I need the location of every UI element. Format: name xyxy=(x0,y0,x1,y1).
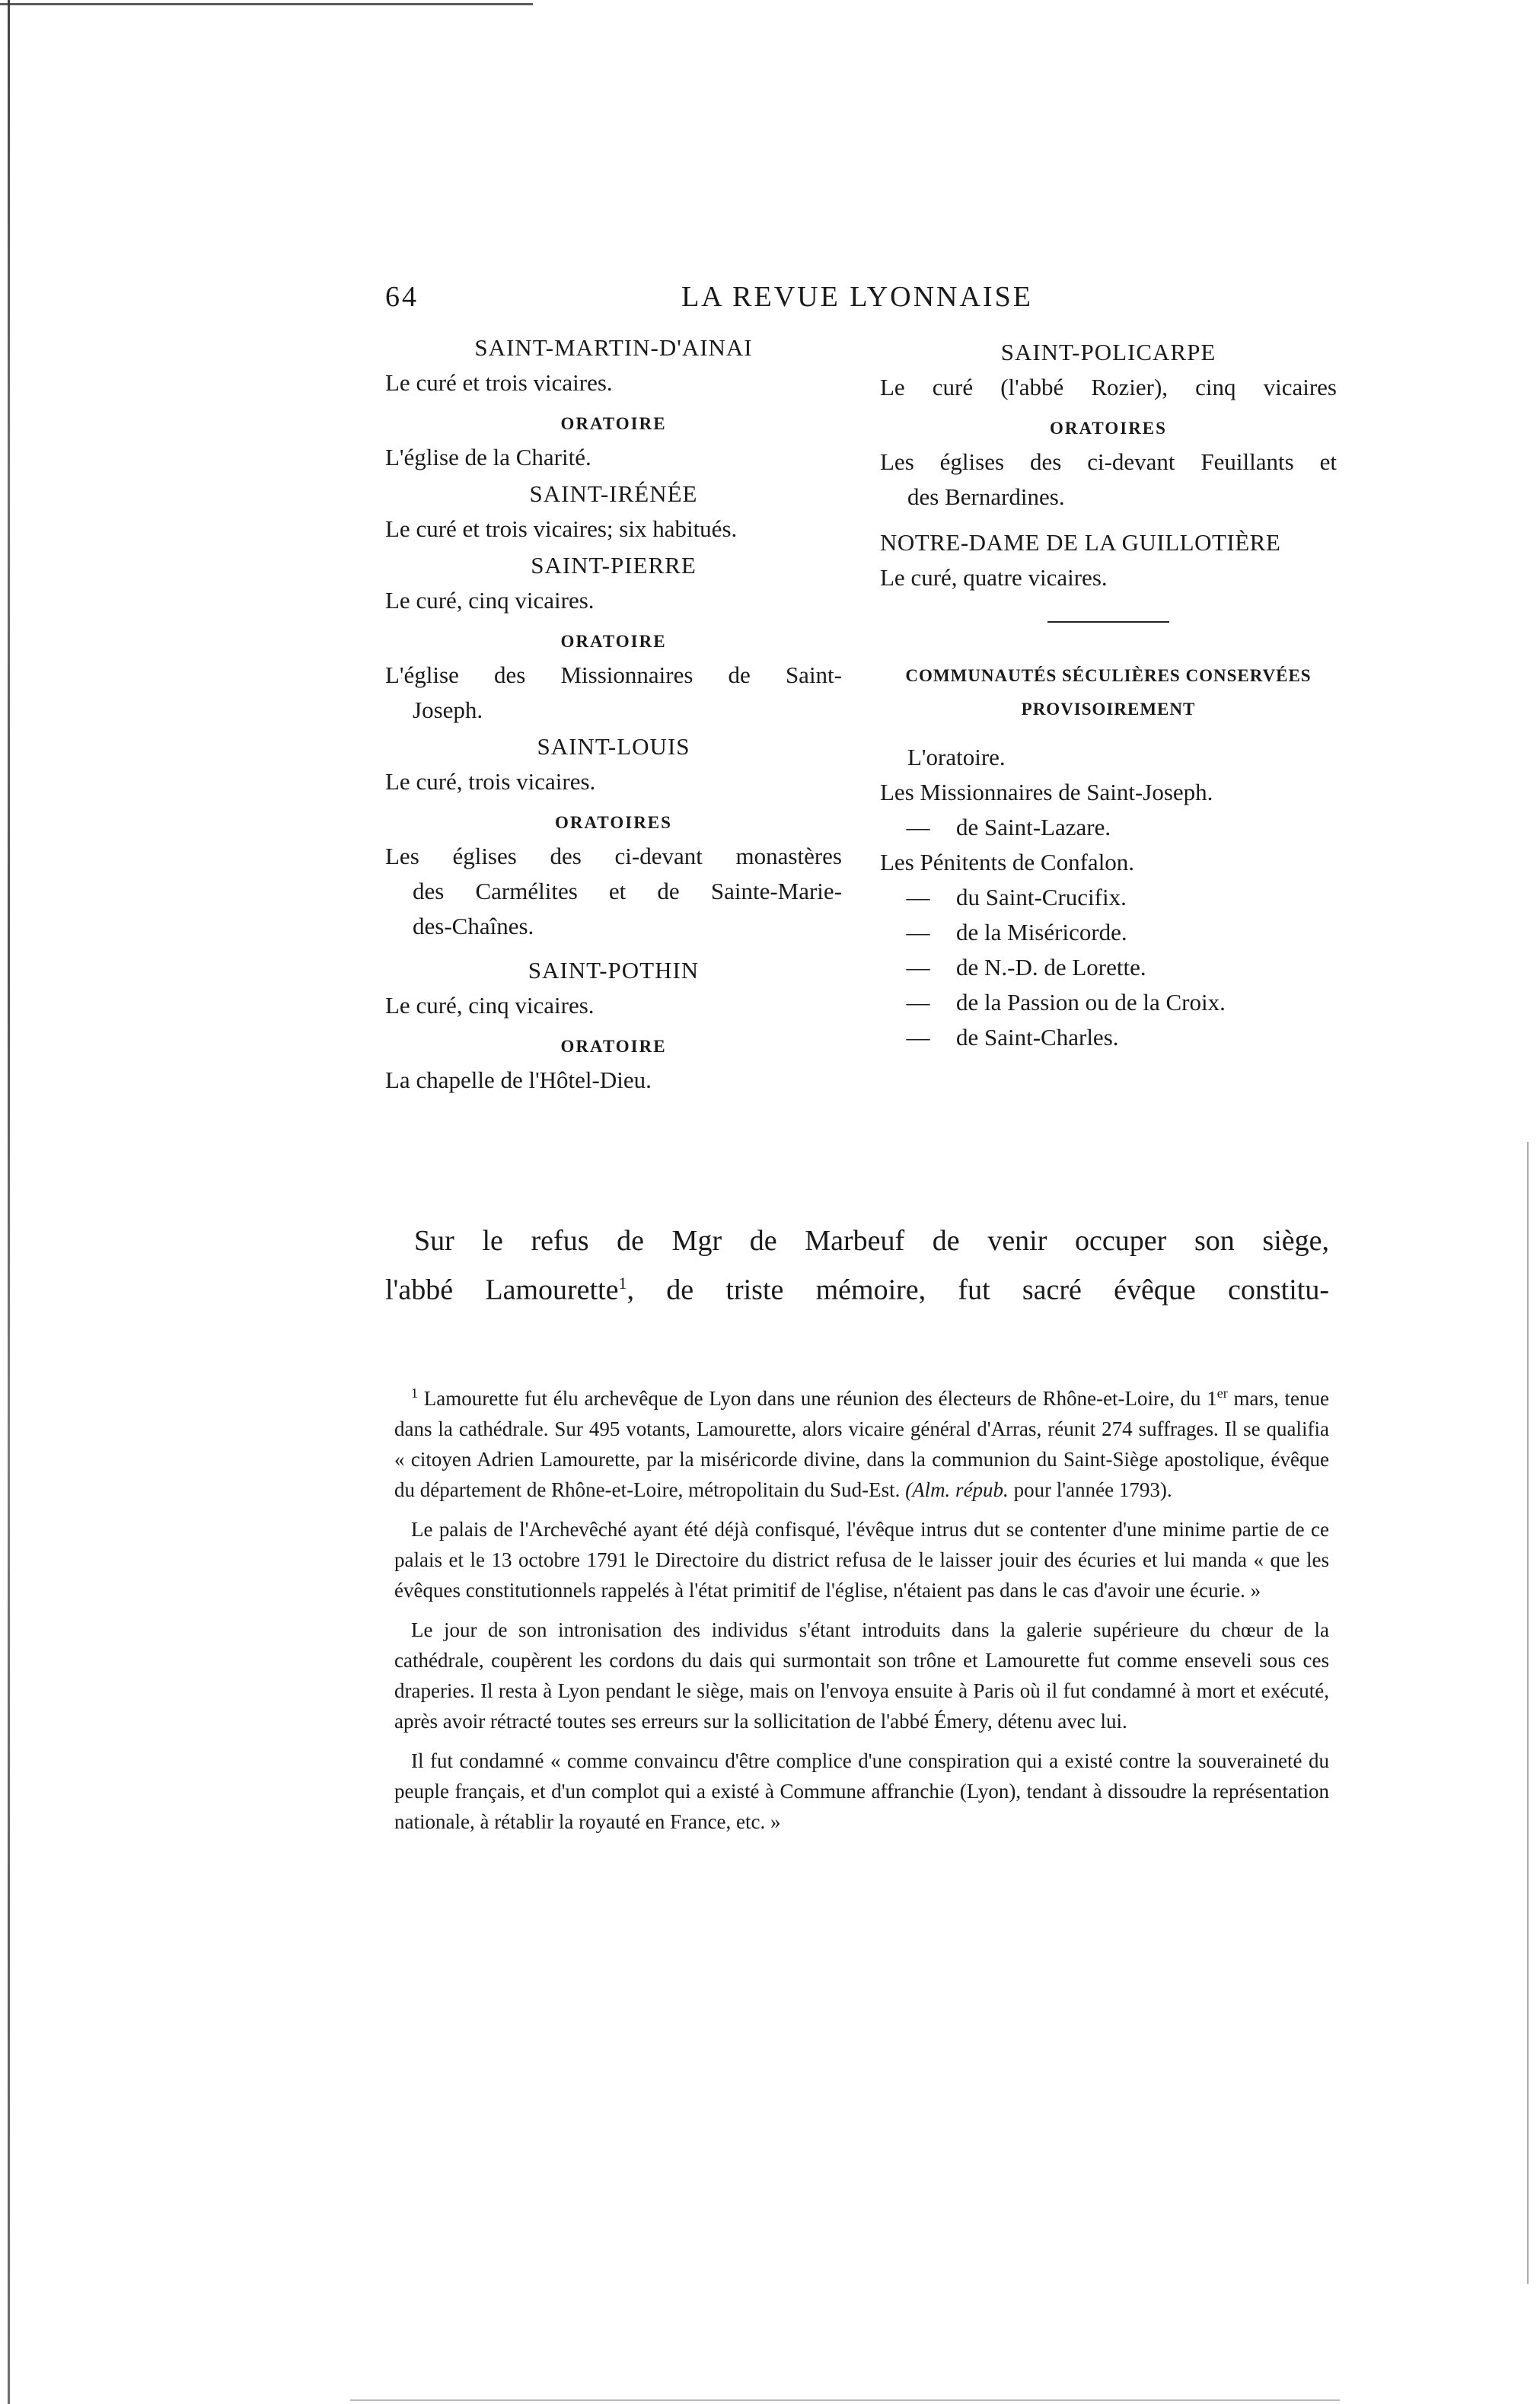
subsection-title: ORATOIRE xyxy=(560,414,667,433)
section-title: SAINT-POLICARPE xyxy=(1000,339,1216,365)
footnotes xyxy=(394,1378,1329,1846)
section-text-line: des-Chaînes. xyxy=(413,913,534,939)
section-text: Le curé et trois vicaires; six habitués. xyxy=(385,515,738,542)
communities-list xyxy=(880,740,1337,1055)
list-item-text: de N.-D. de Lorette. xyxy=(956,954,1146,980)
page-number: 64 xyxy=(385,281,419,313)
ditto-dash: — xyxy=(906,884,930,910)
section-title: NOTRE-DAME DE LA GUILLOTIÈRE xyxy=(880,529,1281,556)
scan-edge-top xyxy=(0,3,533,5)
section-text: Le curé, cinq vicaires. xyxy=(385,992,595,1019)
section-text: Le curé (l'abbé Rozier), cinq vicaires xyxy=(880,374,1337,400)
section-title: SAINT-PIERRE xyxy=(531,552,697,579)
section-text: La chapelle de l'Hôtel-Dieu. xyxy=(385,1066,652,1093)
section-text: Le curé, quatre vicaires. xyxy=(880,564,1108,591)
footnote-text: pour l'année 1793). xyxy=(1008,1478,1172,1501)
subsection-title: ORATOIRE xyxy=(560,632,667,651)
body-line xyxy=(385,1262,1329,1312)
list-item-text: de la Passion ou de la Croix. xyxy=(956,989,1226,1015)
list-item xyxy=(880,1020,1337,1055)
body-text: , de triste mémoire, fut sacré évêque constitu- xyxy=(627,1274,1329,1306)
section-text-line: Joseph. xyxy=(413,697,483,723)
left-column xyxy=(385,329,842,1098)
subsection-title: ORATOIRES xyxy=(1050,419,1167,438)
scan-edge-left xyxy=(8,0,10,2404)
list-item xyxy=(880,880,1337,915)
communities-subheading: PROVISOIREMENT xyxy=(1021,700,1196,719)
list-item-text: de Saint-Charles. xyxy=(956,1024,1119,1051)
footnote-citation: (Alm. répub. xyxy=(905,1478,1009,1501)
ditto-dash: — xyxy=(906,814,930,840)
list-item xyxy=(880,810,1337,845)
subsection-title: ORATOIRES xyxy=(555,813,672,832)
section-title: SAINT-LOUIS xyxy=(537,733,690,760)
footnote-text: mars, tenue dans la cathédrale. Sur 495 votants, Lamourette, alors vicaire général d'Arras, réunit 274 suffrages. Il se qualifia « citoyen Adrien Lamourette, par la miséricorde divine, dans la communion du Saint-Siège apostolique, évêque du département de Rhône-et-Loire, métropolitain du Sud-Est. xyxy=(394,1387,1330,1501)
section-text: Le curé, trois vicaires. xyxy=(385,768,596,795)
footnote-ref: 1 xyxy=(618,1274,627,1293)
communities-heading: COMMUNAUTÉS SÉCULIÈRES CONSERVÉES xyxy=(905,666,1312,685)
section-text-line: des Carmélites et de Sainte-Marie- xyxy=(413,878,842,904)
ditto-dash: — xyxy=(906,1024,930,1051)
footnote-paragraph: Le palais de l'Archevêché ayant été déjà confisqué, l'évêque intrus dut se contenter d'une minime partie de ce palais et le 13 octobre 1791 le Directoire du district refusa de le laisser jouir des écuries et lui manda « que les évêques constitutionnels rappelés à l'état primitif de l'église, n'étaient pas dans le cas d'avoir une écurie. » xyxy=(394,1518,1329,1602)
section-title: SAINT-POTHIN xyxy=(528,957,700,984)
list-item xyxy=(880,950,1337,985)
footnote-paragraph xyxy=(394,1378,1329,1505)
list-item xyxy=(880,915,1337,950)
scan-edge-bottom xyxy=(350,2399,1340,2401)
journal-title: LA REVUE LYONNAISE xyxy=(681,281,1033,313)
list-item: L'oratoire. xyxy=(907,744,1006,770)
list-item xyxy=(880,985,1337,1020)
section-text-line: L'église des Missionnaires de Saint- xyxy=(385,662,842,688)
running-header xyxy=(385,280,1329,318)
body-text: l'abbé Lamourette xyxy=(385,1274,619,1306)
list-item-text: de la Miséricorde. xyxy=(956,919,1127,945)
section-title: SAINT-IRÉNÉE xyxy=(529,480,698,507)
section-title: SAINT-MARTIN-D'AINAI xyxy=(474,334,753,361)
list-item-text: de Saint-Lazare. xyxy=(956,814,1111,840)
footnote-marker: 1 xyxy=(411,1385,418,1401)
section-text: L'église de la Charité. xyxy=(385,444,591,470)
section-text-line: Les églises des ci-devant monastères xyxy=(385,843,842,869)
ordinal-suffix: er xyxy=(1216,1385,1228,1401)
footnote-text: Lamourette fut élu archevêque de Lyon dans une réunion des électeurs de Rhône-et-Loire, du 1 xyxy=(418,1387,1217,1410)
section-text: Le curé, cinq vicaires. xyxy=(385,587,595,614)
body-line: Sur le refus de Mgr de Marbeuf de venir occuper son siège, xyxy=(414,1225,1329,1257)
section-text-line: des Bernardines. xyxy=(907,483,1065,510)
footnote-paragraph: Le jour de son intronisation des individus s'étant introduits dans la galerie supérieure du chœur de la cathédrale, coupèrent les cordons du dais qui surmontait son trône et Lamourette fut comme enseveli sous ces draperies. Il resta à Lyon pendant le siège, mais on l'envoya ensuite à Paris où il fut condamné à mort et exécuté, après avoir rétracté toutes ses erreurs sur la sollicitation de l'abbé Émery, détenu avec lui. xyxy=(394,1618,1329,1733)
body-paragraph xyxy=(385,1220,1329,1312)
right-column xyxy=(880,333,1337,1055)
ditto-dash: — xyxy=(906,919,930,945)
section-text: Le curé et trois vicaires. xyxy=(385,369,613,396)
list-item: Les Pénitents de Confalon. xyxy=(880,849,1135,875)
list-item: Les Missionnaires de Saint-Joseph. xyxy=(880,779,1213,805)
footnote-paragraph: Il fut condamné « comme convaincu d'être complice d'une conspiration qui a existé contre la souveraineté du peuple français, et d'un complot qui a existé à Commune affranchie (Lyon), tendant à dissoudre la représentation nationale, à rétablir la royauté en France, etc. » xyxy=(394,1749,1329,1833)
ditto-dash: — xyxy=(906,989,930,1015)
list-item-text: du Saint-Crucifix. xyxy=(956,884,1127,910)
ditto-dash: — xyxy=(906,954,930,980)
scan-edge-right xyxy=(1527,1142,1529,2284)
section-text-line: Les églises des ci-devant Feuillants et xyxy=(880,448,1337,475)
section-divider xyxy=(1047,621,1169,623)
subsection-title: ORATOIRE xyxy=(560,1037,667,1056)
